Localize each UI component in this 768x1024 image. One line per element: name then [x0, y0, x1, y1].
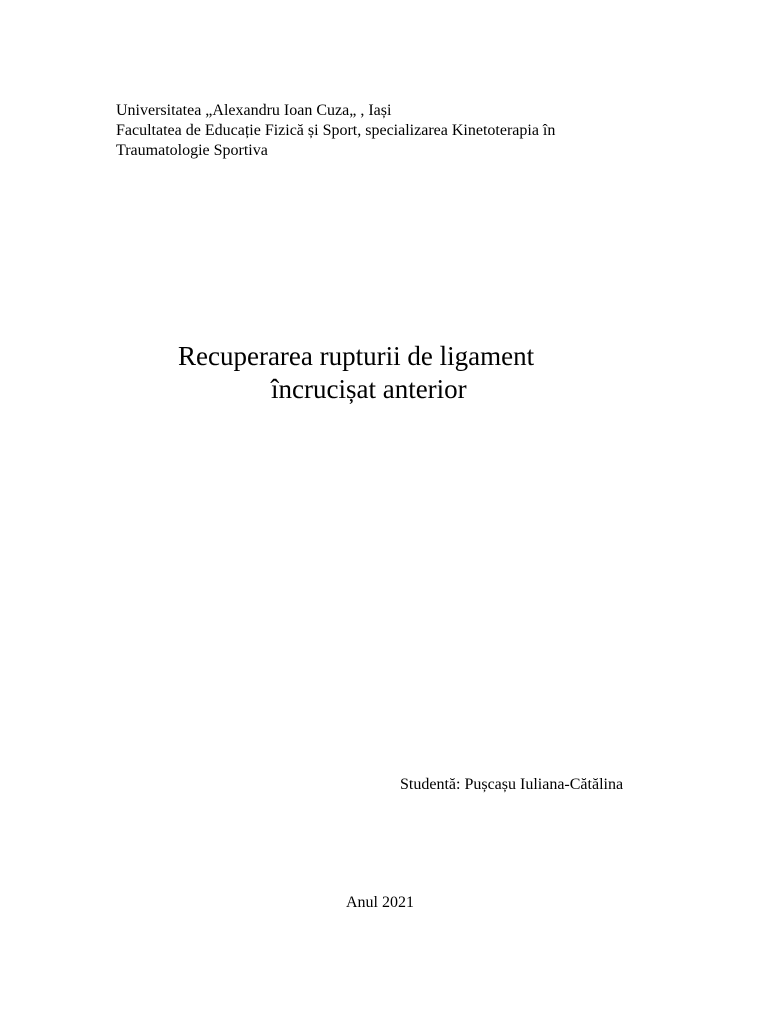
university-name: Universitatea „Alexandru Ioan Cuza„ , Iași [116, 102, 392, 119]
document-year: Anul 2021 [346, 894, 414, 911]
document-title [178, 340, 618, 406]
student-name: Studentă: Pușcașu Iuliana-Cătălina [400, 776, 624, 793]
faculty-line-2: Traumatologie Sportiva [116, 142, 268, 159]
faculty-line-1: Facultatea de Educație Fizică și Sport, specializarea Kinetoterapia în [116, 122, 556, 139]
title-line-2: încrucișat anterior [271, 374, 467, 404]
title-line-1: Recuperarea rupturii de ligament [178, 341, 535, 371]
document-header [116, 101, 716, 161]
